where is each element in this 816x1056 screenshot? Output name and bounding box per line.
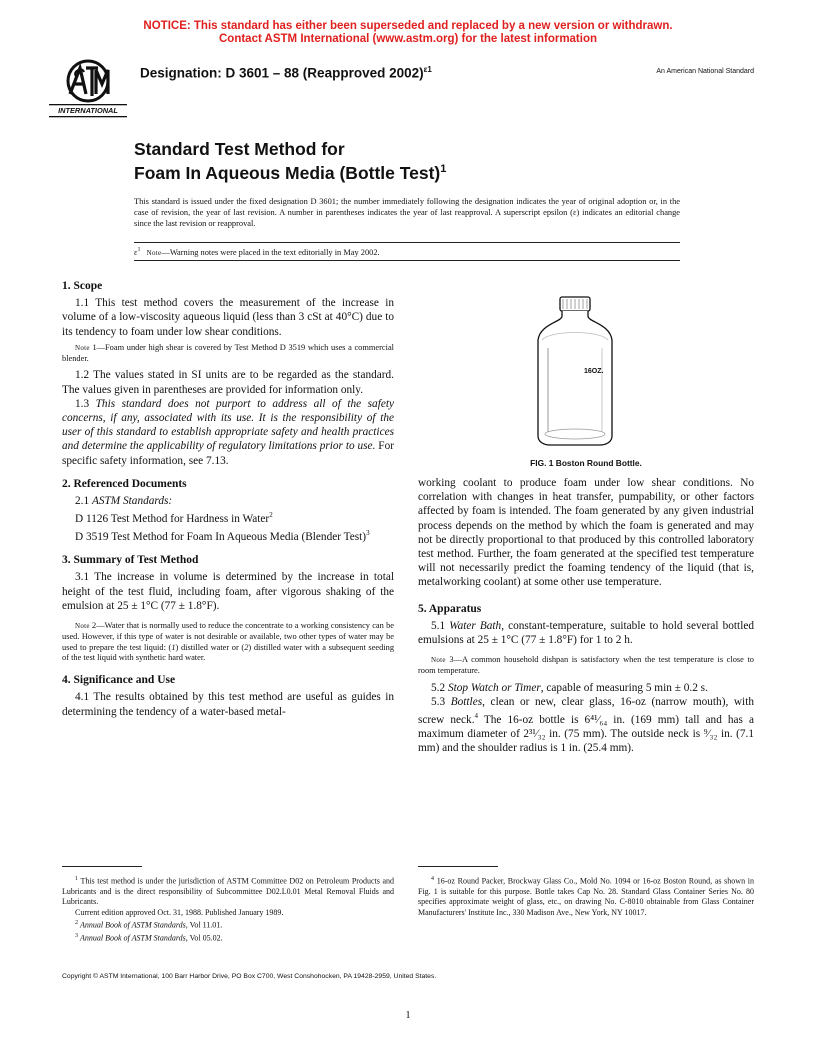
footnote-4-text: 16-oz Round Packer, Brockway Glass Co., Mold No. 1094 or 16-oz Boston Round, as shown in Fig. 1 is suitable for this purpose. Bottle takes Cap No. 28. Standard Glass Container Series No. 80 specifies approximate weight of glass, etc., on drawing No. C-8010 obtainable from Glass Container Manufacturers' Institute Inc., 330 Madison Ave., New York, NY 10017. (418, 876, 754, 917)
note-1-label: Note (75, 343, 90, 352)
note-3 (418, 655, 754, 677)
summary-3-1: 3.1 The increase in volume is determined by the increase in total height of the test fluid, including foam, after vigorous shaking of the emulsion at 25 ± 1°C (77 ± 1.8°F). (62, 571, 394, 612)
note-2-text-c: ) distilled water with a subsequent seeding of the test liquid with synthetic hard water. (62, 642, 395, 663)
apparatus-5-3-term: Bottles (450, 696, 483, 709)
apparatus-5-1-term: Water Bath (449, 619, 502, 632)
apparatus-5-3 (418, 695, 754, 756)
scope-1-2: 1.2 The values stated in SI units are to be regarded as the standard. The values given in parentheses are provided for information only. (62, 369, 394, 396)
footnote-rule-right (418, 866, 498, 867)
references-2-1-label: ASTM Standards: (91, 495, 173, 508)
footnote-2-sup: 2 (75, 919, 78, 926)
american-national-standard: An American National Standard (656, 68, 754, 75)
footnote-3-sup: 3 (75, 932, 78, 939)
apparatus-5-3-text-b: The 16-oz bottle is 6⁴¹⁄₆₄ in. (169 mm) tall and has a maximum diameter of 2³¹⁄₃₂ in. (75 mm). The outside neck is ⁹⁄₃₂ in. (7.1 mm) and the shoulder radius is 1 in. (25.4 mm). (418, 714, 754, 755)
reference-d3519 (62, 526, 394, 544)
notice-line-1: NOTICE: This standard has either been superseded and replaced by a new version or withdrawn. (143, 20, 673, 32)
epsilon-note (134, 247, 380, 257)
apparatus-5-1 (418, 619, 754, 647)
left-column (62, 279, 394, 719)
issuance-statement: This standard is issued under the fixed designation D 3601; the number immediately following the designation indicates the year of original adoption or, in the case of revision, the year of last revision. A number in parentheses indicates the year of last reapproval. A superscript epsilon (ε) indicates an editorial change since the last revision or reapproval. (134, 197, 680, 228)
reference-d3519-text: D 3519 Test Method for Foam In Aqueous Media (Blender Test) (75, 530, 367, 543)
significance-heading: 4. Significance and Use (62, 674, 176, 687)
title-line-2: Foam In Aqueous Media (Bottle Test) (134, 162, 441, 183)
page-number: 1 (405, 1010, 411, 1021)
references-2-1 (62, 494, 394, 508)
scope-1-1: 1.1 This test method covers the measurement of the increase in volume of a low-viscosity aqueous liquid (less than 3 cSt at 40°C) due to its tendency to foam under low shear conditions. (62, 297, 394, 338)
designation-text: Designation: D 3601 – 88 (Reapproved 2002) (140, 65, 424, 81)
footnote-rule-left (62, 866, 142, 867)
note-3-text: 3—A common household dishpan is satisfactory when the test temperature is close to room temperature. (418, 655, 754, 676)
title-footnote-ref: 1 (440, 163, 447, 175)
notice-line-2: Contact ASTM International (www.astm.org) for the latest information (218, 33, 598, 45)
significance-4-1-continued: working coolant to produce foam under low shear conditions. No correlation with changes in heat transfer, pumpability, or other factors affected by foam is intended. The foam generated by any given industrial process depends on the method by which the foam is generated and may not be directly proportional to that produced by this controlled laboratory test method. Further, the foam generated at the specified test temperature will not necessarily predict the foaming tendency of the liquid (that is, metalworking coolant) at some other use temperature. (418, 477, 754, 589)
scope-heading: 1. Scope (62, 280, 103, 292)
logo-wordmark: INTERNATIONAL (58, 106, 118, 115)
footnote-2-vol: , Vol 11.01. (185, 920, 223, 930)
note-2-text-a: 2—Water that is normally used to reduce the concentrate to a working consistency can be used. However, if this type of water is not desirable or available, two other types of water may be used to prepare the test liquid: ( (62, 620, 394, 652)
footnote-1-sup: 1 (75, 876, 78, 882)
note-1-text: 1—Foam under high shear is covered by Test Method D 3519 which uses a commercial blender. (62, 342, 394, 363)
epsilon-divider (134, 260, 680, 261)
note-2-label: Note (75, 621, 90, 630)
bottle-label: 16OZ. (584, 368, 604, 375)
footnotes-right (418, 874, 754, 918)
footnote-1-approval: Current edition approved Oct. 31, 1988. Published January 1989. (75, 907, 284, 917)
epsilon-note-label: Note (146, 248, 162, 257)
note-3-label: Note (431, 656, 446, 665)
footnote-3-title: Annual Book of ASTM Standards (80, 933, 186, 943)
reference-d1126 (62, 508, 394, 526)
apparatus-5-3-num: 5.3 (431, 696, 451, 709)
note-2-italic-1: 1 (171, 642, 176, 652)
references-2-1-num: 2.1 (75, 495, 92, 508)
epsilon-sup: 1 (137, 247, 141, 253)
figure-1-caption: FIG. 1 Boston Round Bottle. (530, 458, 642, 468)
epsilon-symbol: ε (134, 247, 138, 257)
apparatus-5-1-text: , constant-temperature, suitable to hold several bottled emulsions at 25 ± 1°C (77 ± 1.8°F) for 1 to 2 h. (418, 619, 754, 647)
scope-1-3-num: 1.3 (75, 397, 96, 410)
title-line-1: Standard Test Method for (134, 139, 345, 159)
footnote-1 (62, 874, 394, 908)
epsilon-note-text: —Warning notes were placed in the text editorially in May 2002. (161, 247, 380, 257)
withdrawal-notice (0, 20, 816, 46)
apparatus-5-3-sup: 4 (474, 712, 479, 721)
apparatus-5-3-text-a: , clean or new, clear glass, 16-oz (narrow mouth), with screw neck. (418, 696, 754, 726)
scope-1-3-safety: This standard does not purport to address all of the safety concerns, if any, associated with its use. It is the responsibility of the user of this standard to establish appropriate safety and health practices and determine the applicability of regulatory limitations prior to use. (62, 397, 394, 453)
footnote-3 (62, 931, 394, 944)
scope-1-3-tail: For specific safety information, see 7.13. (62, 440, 394, 467)
figure-bottle (520, 296, 630, 446)
apparatus-5-2 (418, 681, 754, 695)
footnotes-left (62, 874, 394, 944)
reference-d1126-sup: 2 (269, 511, 273, 520)
apparatus-5-1-num: 5.1 (431, 619, 450, 632)
summary-heading: 3. Summary of Test Method (62, 554, 199, 567)
intro-divider (134, 242, 680, 243)
document-title (134, 139, 446, 183)
note-2-text-b: ) distilled water or ( (175, 642, 245, 652)
designation-epsilon: ε1 (423, 65, 432, 74)
apparatus-5-2-text: , capable of measuring 5 min ± 0.2 s. (540, 681, 708, 694)
footnote-3-vol: , Vol 05.02. (185, 933, 223, 943)
copyright: Copyright © ASTM International, 100 Barr Harbor Drive, PO Box C700, West Conshohocken, PA 19428-2959, United States. (62, 973, 437, 980)
footnote-2 (62, 918, 394, 931)
designation (140, 65, 432, 81)
note-1 (62, 343, 394, 365)
references-heading: 2. Referenced Documents (62, 477, 187, 490)
note-2 (62, 621, 394, 664)
footnote-4-sup: 4 (431, 876, 434, 882)
footnote-1-text: This test method is under the jurisdiction of ASTM Committee D02 on Petroleum Products and Lubricants and is the direct responsibility of Subcommittee D02.L0.01 Metal Removal Fluids and Lubricants. (62, 876, 394, 907)
scope-1-3 (62, 397, 394, 468)
reference-d3519-sup: 3 (366, 529, 370, 538)
apparatus-heading: 5. Apparatus (418, 602, 482, 615)
boston-round-bottle-icon (520, 296, 630, 446)
footnote-2-title: Annual Book of ASTM Standards (80, 920, 186, 930)
note-2-italic-2: 2 (244, 642, 249, 652)
reference-d1126-text: D 1126 Test Method for Hardness in Water (75, 513, 270, 525)
astm-logo (46, 54, 130, 120)
apparatus-5-2-term: Stop Watch or Timer (447, 681, 541, 694)
apparatus-5-2-num: 5.2 (431, 681, 448, 694)
significance-4-1-start: 4.1 The results obtained by this test method are useful as guides in determining the tendency of a water-based metal- (62, 691, 394, 718)
right-column (418, 476, 754, 756)
footnote-4 (418, 874, 754, 918)
